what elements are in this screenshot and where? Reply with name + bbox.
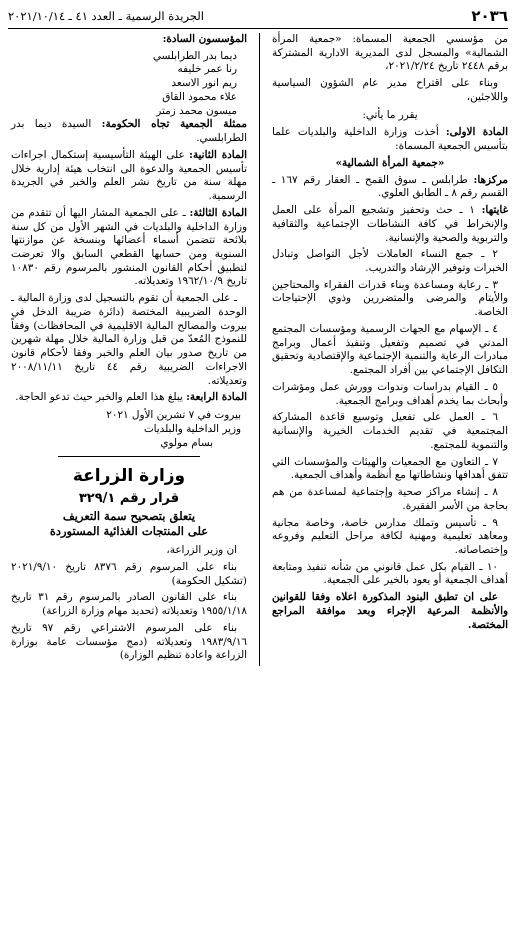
article-3-text: ـ على الجمعية المشار اليها أن تتقدم من وزارة الداخلية والبلديات في الشهر الأول من كل سنة بلائحة تتضمن أسماء أعضائها وبنسخة عن موازنتها السنوية ومن حسابها القطعي السابق والا تعرضت لتطبيق أحكام القانون المنشور بالمرسوم رقم ١٠٨٣٠ تاريخ ١٩٦٢/١٠/٩ وتعديلاته. bbox=[11, 206, 247, 288]
article-4-text: يبلغ هذا العلم والخبر حيث تدعو الحاجة. bbox=[15, 391, 187, 404]
goal-item: ٨ ـ إنشاء مراكز صحية وإجتماعية لمساعدة من هم بحاجة من الأسر الفقيرة. bbox=[272, 486, 508, 512]
left-column bbox=[11, 33, 255, 666]
decision-number: قرار رقم ٣٢٩/١ bbox=[78, 490, 180, 506]
goal-item: ٤ ـ الإسهام مع الجهات الرسمية ومؤسسات المجتمع المدني في تصميم وتفعيل وتنفيذ أعمال وبرامج مبادرات الرعاية والتنمية الإجتماعية والإقتصادية وتحقيق التكافل الإجتماعي بين أفراد المجتمع. bbox=[272, 322, 508, 377]
article-1-text: أخذت وزارة الداخلية والبلديات علما بتأسيس الجمعية المسماة: bbox=[272, 126, 508, 153]
decision-subject-line-2: على المنتجات الغذائية المستوردة bbox=[49, 524, 209, 539]
article-1-label: المادة الاولى: bbox=[445, 126, 508, 139]
founder-name: ريم انور الاسعد bbox=[171, 77, 237, 90]
column-divider bbox=[259, 33, 260, 666]
page-number: ٢٠٣٦ bbox=[471, 7, 508, 26]
issue-date: ٢٠٢١/١٠/١٤ bbox=[8, 9, 66, 24]
proposal-paragraph: وبناء على اقتراح مدير عام الشؤون السياسية واللاجئين، bbox=[272, 77, 508, 103]
signature-name: بسام مولوي bbox=[160, 436, 213, 449]
goal-item: ٧ ـ التعاون مع الجمعيات والهيئات والمؤسسات التي تتفق أهدافها ونشاطاتها مع أنظمة وأهداف الجمعية. bbox=[272, 455, 508, 482]
legal-basis: بناء على المرسوم رقم ٨٣٧٦ تاريخ ٢٠٢١/٩/١٠ (تشكيل الحكومة) bbox=[11, 560, 247, 587]
founder-name: ميسون محمد زمتر bbox=[156, 104, 237, 117]
minister-line: ان وزير الزراعة، bbox=[166, 544, 237, 557]
founder-name: رنا عمر خليفه bbox=[177, 63, 237, 76]
gazette-title: الجريدة الرسمية ـ العدد ٤١ ـ bbox=[68, 9, 204, 24]
representative bbox=[11, 118, 247, 145]
signature-title: وزير الداخلية والبلديات bbox=[143, 422, 241, 435]
founder-name: علاء محمود القاق bbox=[162, 90, 237, 103]
representative-label: ممثلة الجمعية تجاه الحكومة: bbox=[101, 118, 247, 131]
founder-name: ديما بدر الطرابلسي bbox=[152, 49, 237, 62]
association-name: «جمعية المرأة الشمالية» bbox=[335, 156, 445, 169]
article-3 bbox=[11, 207, 247, 289]
decides-line: يقرر ما يأتي: bbox=[362, 108, 418, 121]
representative-text: السيدة ديما بدر الطرابلسي. bbox=[11, 118, 247, 145]
goal-item: ٢ ـ جمع النساء العاملات لأجل التواصل وتبادل الخبرات وتوفير الإرشاد والتدريب. bbox=[272, 248, 508, 275]
ministry-title: وزارة الزراعة bbox=[72, 466, 186, 487]
columns bbox=[8, 33, 508, 666]
article-1 bbox=[272, 126, 508, 153]
headquarters-text: طرابلس ـ سوق القمح ـ العقار رقم ١٦٧ ـ القسم رقم ٨ ـ الطابق العلوي. bbox=[272, 173, 508, 200]
goal-item: ١ ـ حث وتحفيز وتشجيع المرأة على العمل والإنخراط في كافة النشاطات الإجتماعية والثقافية والتربوية والصحية والإنسانية. bbox=[272, 204, 508, 244]
founders-label: المؤسسون السادة: bbox=[162, 33, 247, 45]
signature-block bbox=[11, 409, 247, 450]
founders-list bbox=[11, 50, 247, 119]
legal-basis: بناء على القانون الصادر بالمرسوم رقم ٣١ تاريخ ١٩٥٥/١/١٨ وتعديلاته (تحديد مهام وزارة الزراعة) bbox=[11, 591, 247, 618]
goals-intro bbox=[272, 204, 508, 245]
intro-paragraph: من مؤسسي الجمعية المسماة: «جمعية المرأة الشمالية» والمسجل لدى المديرية الادارية المشتركة برقم ٢٤٤٨ تاريخ ٢٠٢١/٢/٢٤، bbox=[272, 33, 508, 73]
headquarters bbox=[272, 174, 508, 201]
page-header bbox=[8, 6, 508, 29]
article-3-label: المادة الثالثة: bbox=[189, 206, 247, 219]
goal-item: ١٠ ـ القيام بكل عمل قانوني من شأنه تنفيذ ومتابعة أهداف الجمعية أو يعود بالخير على الجمعية. bbox=[272, 560, 508, 587]
section-separator bbox=[58, 456, 200, 457]
signature-date: بيروت في ٧ تشرين الأول ٢٠٢١ bbox=[106, 409, 241, 422]
goals-label: غايتها: bbox=[481, 204, 509, 217]
article-4 bbox=[11, 391, 247, 405]
article-2-label: المادة الثانية: bbox=[189, 148, 248, 161]
closing-paragraph: على ان تطبق البنود المذكورة اعلاه وفقا للقوانين والأنظمة المرعية الإجراء وبعد موافقة المراجع المختصة. bbox=[272, 591, 508, 631]
goal-item: ٩ ـ تأسيس وتملك مدارس خاصة، وخاصة مجانية ومعاهد تعليمية ومهنية لكافة مراحل التعليم وفروعه وإختصاصاته. bbox=[272, 516, 508, 556]
article-4-label: المادة الرابعة: bbox=[186, 391, 247, 404]
decision-subject-line-1: يتعلق بتصحيح سمة التعريف bbox=[62, 508, 196, 523]
article-3-tax: ـ على الجمعية أن تقوم بالتسجيل لدى وزارة المالية ـ الوحدة الضريبية المختصة (دائرة ضريبة الدخل في بيروت والمصالح المالية الاقليمية في المحافظات) وفقاً للنموذج المُعدّ من قبل وزارة المالية خلال مهلة شهرين من تاريخ صدور بيان العلم والخبر وفقا لأحكام قانون الاجراءات الضريبية رقم ٤٤ تاريخ ٢٠٠٨/١١/١١ وتعديلاته. bbox=[11, 292, 248, 387]
legal-basis: بناء على المرسوم الاشتراعي رقم ٩٧ تاريخ ١٩٨٣/٩/١٦ وتعديلاته (دمج مؤسسات عامة بوزارة الزراعة واعادة تنظيم الوزارة) bbox=[11, 621, 247, 662]
goal-item: ٥ ـ القيام بدراسات وندوات وورش عمل ومؤشرات وأبحاث بما يخدم أهداف وبرامج الجمعية. bbox=[272, 380, 508, 407]
goal-item: ٦ ـ العمل على تفعيل وتوسيع قاعدة المشاركة المجتمعية في تقديم الخدمات الخيرية والإنسانية والتنموية للمجتمع. bbox=[272, 411, 508, 451]
article-2 bbox=[11, 149, 247, 204]
right-column bbox=[264, 33, 508, 666]
goal-item: ٣ ـ رعاية ومساعدة وبناء قدرات الفقراء والمحتاجين والأيتام والمرضى والمتضررين وذوي الإحتياجات الخاصة. bbox=[272, 278, 508, 319]
article-2-text: على الهيئة التأسيسية إستكمال اجراءات تأسيس الجمعية والدعوة الى انتخاب هيئة إدارية خلال مهلة سنة من تاريخ نشر العلم والخبر في الجريدة الرسمية. bbox=[11, 148, 247, 203]
headquarters-label: مركزها: bbox=[473, 173, 508, 186]
